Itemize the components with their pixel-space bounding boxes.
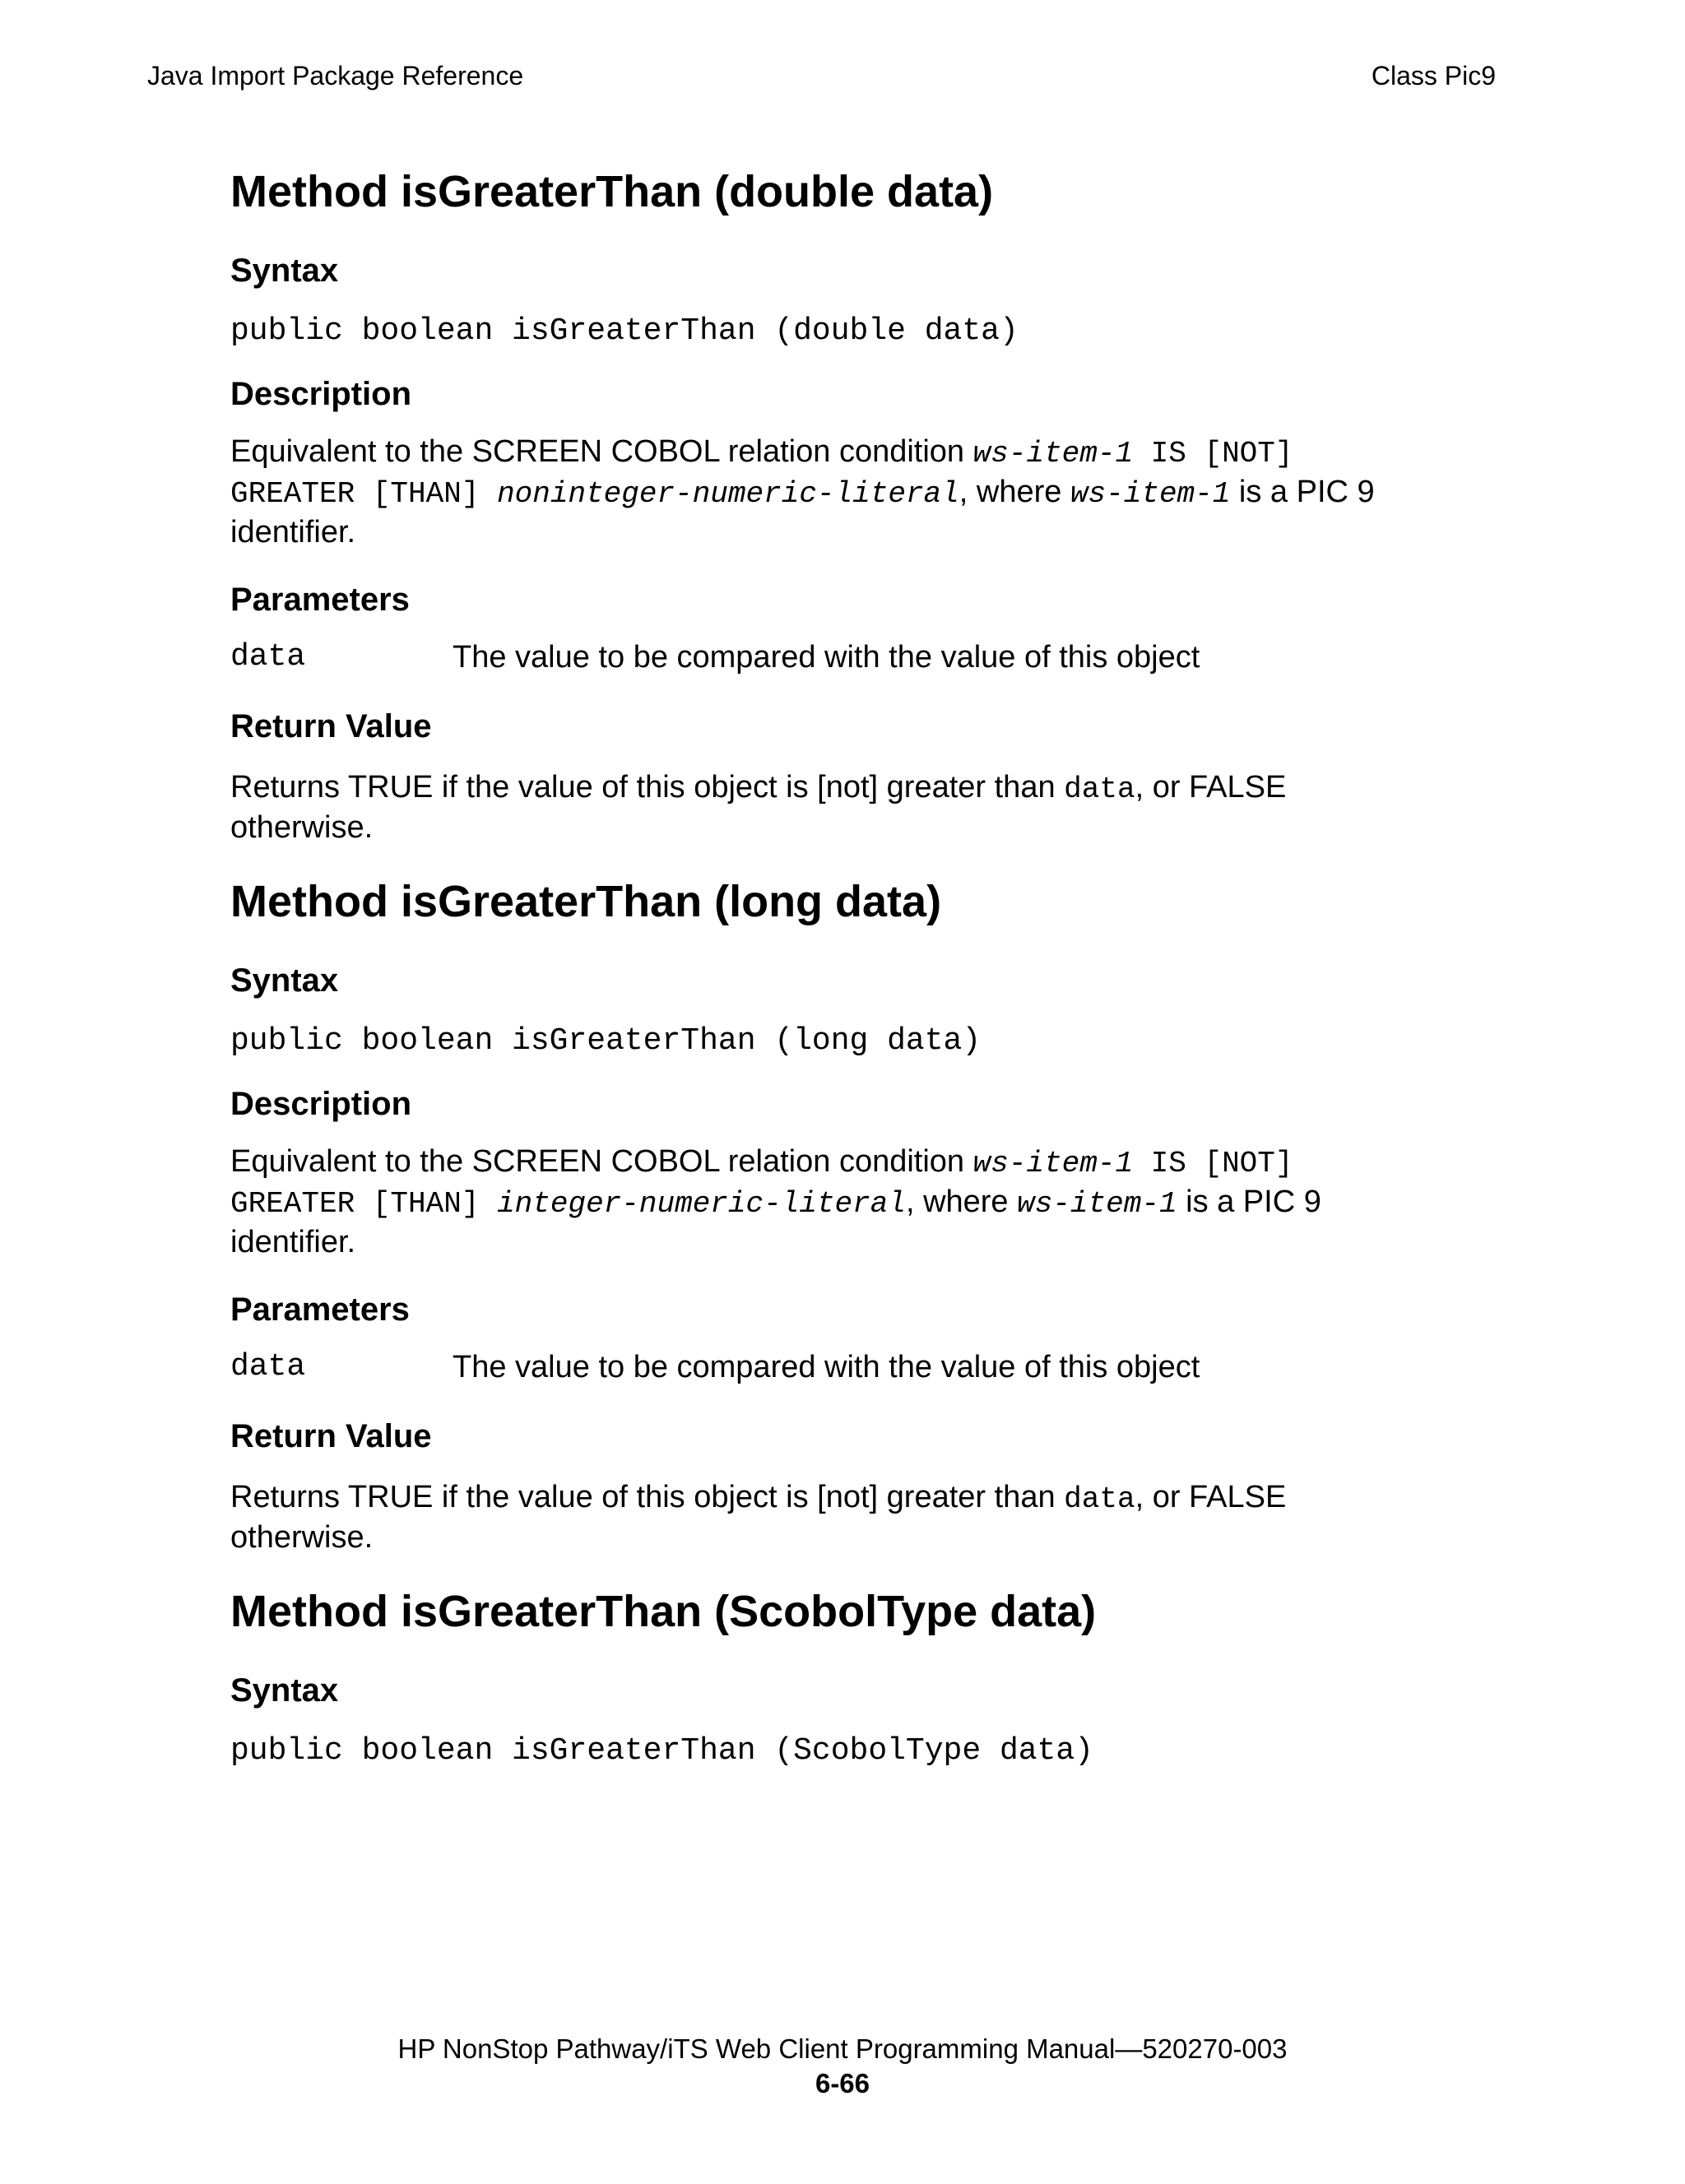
return-value-text: Returns TRUE if the value of this object is [not] greater than data, or FALSE otherwise. (230, 1480, 1287, 1555)
syntax-heading: Syntax (230, 253, 339, 289)
parameters-heading: Parameters (230, 1291, 410, 1328)
method-title: Method isGreaterThan (double data) (230, 167, 994, 216)
syntax-heading: Syntax (230, 1672, 339, 1709)
parameter-description: The value to be compared with the value of this object (453, 640, 1200, 675)
syntax-code: public boolean isGreaterThan (double data) (230, 313, 1019, 349)
return-value-heading: Return Value (230, 708, 432, 744)
manual-title: HP NonStop Pathway/iTS Web Client Programming Manual—520270-003 (397, 2033, 1288, 2064)
method-title: Method isGreaterThan (long data) (230, 877, 942, 926)
syntax-heading: Syntax (230, 962, 339, 999)
running-header-left: Java Import Package Reference (147, 61, 524, 90)
return-value-heading: Return Value (230, 1418, 432, 1454)
parameter-row (230, 637, 1497, 678)
parameters-heading: Parameters (230, 582, 410, 618)
page-footer (0, 2032, 1685, 2101)
description-heading: Description (230, 1086, 412, 1122)
parameter-description: The value to be compared with the value of this object (453, 1350, 1200, 1384)
method-section (230, 1584, 1497, 1772)
parameter-name: data (230, 1349, 306, 1384)
parameter-row (230, 1347, 1497, 1388)
description-text: Equivalent to the SCREEN COBOL relation condition ws-item-1 IS [NOT] GREATER [THAN] noninteger-numeric-literal, where ws-item-1 is a PIC 9 identifier. (230, 434, 1375, 549)
page-content (230, 165, 1497, 1772)
running-header-right: Class Pic9 (1371, 61, 1496, 90)
method-section (230, 165, 1497, 846)
description-heading: Description (230, 376, 412, 412)
method-title: Method isGreaterThan (ScobolType data) (230, 1587, 1097, 1636)
description-text: Equivalent to the SCREEN COBOL relation condition ws-item-1 IS [NOT] GREATER [THAN] integer-numeric-literal, where ws-item-1 is a PIC 9 identifier. (230, 1144, 1321, 1259)
method-section (230, 874, 1497, 1556)
return-value-text: Returns TRUE if the value of this object is [not] greater than data, or FALSE otherwise. (230, 770, 1287, 845)
syntax-code: public boolean isGreaterThan (ScobolType data) (230, 1733, 1093, 1769)
parameter-name: data (230, 639, 306, 675)
page-number: 6-66 (815, 2068, 870, 2098)
syntax-code: public boolean isGreaterThan (long data) (230, 1023, 982, 1059)
